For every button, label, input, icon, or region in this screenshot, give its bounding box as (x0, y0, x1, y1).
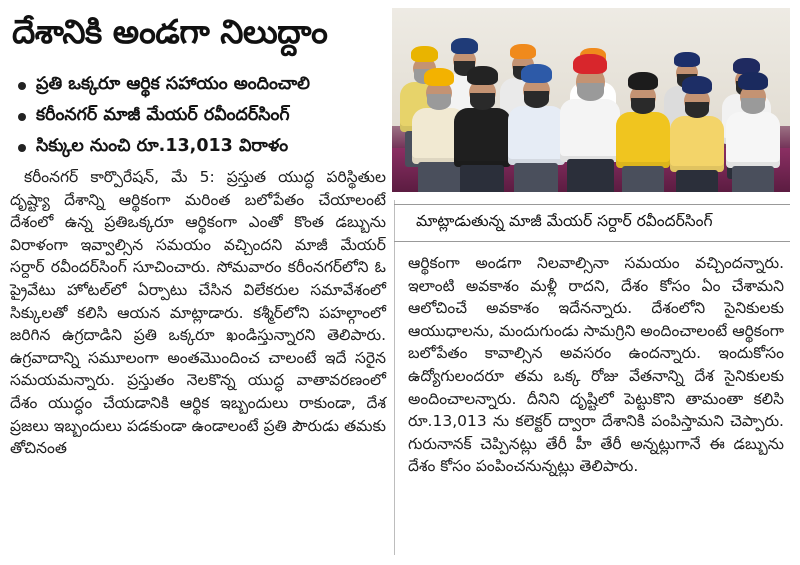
subhead-2 (18, 101, 386, 132)
subhead-text: సిక్కుల నుంచి రూ.13,013 విరాళం (36, 135, 289, 156)
photo-person (454, 66, 513, 192)
bullet-icon (18, 82, 26, 90)
subhead-1 (18, 70, 386, 101)
photo-person (508, 64, 567, 192)
photo-caption: మాట్లాడుతున్న మాజీ మేయర్ సర్దార్ రవీందర్‌సింగ్ (394, 204, 790, 242)
photo-person (616, 72, 672, 192)
photo-person (726, 72, 782, 192)
body-paragraph: ఆర్థికంగా అండగా నిలవాల్సినా సమయం వచ్చిందన్నారు. ఇలాంటి అవకాశం మళ్లీ రాదని, దేశం కోసం ఏం చేశామని ఆలోచించే అవకాశం ఇదేనన్నారు. దేశంలోని సైనికులకు ఆయుధాలను, మందుగుండు సామగ్రిని అందించాలంటే ఆర్థికంగా బలోపేతం కావాల్సిన అవసరం ఉందన్నారు. ఇందుకోసం ఉద్యోగులందరూ తమ ఒక్క రోజు వేతనాన్ని దేశ సైనికులకు అందించాలన్నారు. దీనిని దృష్టిలో పెట్టుకొని తామంతా కలిసి రూ.13,013 ను కలెక్టర్ ద్వారా దేశానికి పంపిస్తామని చెప్పారు. గురునానక్ చెప్పినట్లు తేరీ హీ తేరీ అన్నట్లుగానే ఈ డబ్బును దేశం కోసం పంపించనున్నట్లు తెలిపారు. (408, 254, 784, 476)
headline: దేశానికి అండగా నిలుద్దాం (12, 12, 328, 51)
photo-person (560, 54, 623, 192)
subhead-3 (18, 132, 386, 163)
subhead-text: ప్రతి ఒక్కరూ ఆర్థిక సహాయం అందించాలి (36, 73, 310, 94)
press-photo (392, 8, 790, 192)
body-column-right (408, 252, 784, 478)
photo-person (670, 76, 726, 192)
subhead-text: కరీంనగర్ మాజీ మేయర్ రవీందర్‌సింగ్ (36, 104, 290, 125)
column-divider (394, 200, 395, 555)
bullet-icon (18, 144, 26, 152)
body-column-left (10, 166, 386, 460)
body-paragraph: కరీంనగర్ కార్పొరేషన్, మే 5: ప్రస్తుత యుద్ధ పరిస్థితుల దృష్ట్యా దేశాన్ని ఆర్థికంగా మరింత బలోపేతం చేయాలంటే దేశంలో ఉన్న ప్రతిఒక్కరూ ఆర్థికంగా ఎంతో కొంత డబ్బును విరాళంగా ఇవ్వాల్సిన సమయం వచ్చిందని మాజీ మేయర్ సర్దార్ రవీందర్‌సింగ్ సూచించారు. సోమవారం కరీంనగర్‌లోని ఓ ప్రైవేటు హోటల్‌లో ఏర్పాటు చేసిన విలేకరుల సమావేశంలో సిక్కులతో కలిసి ఆయన మాట్లాడారు. కశ్మీర్‌లోని పహల్గాంలో జరిగిన ఉగ్రదాడిని ప్రతి ఒక్కరూ ఖండిస్తున్నారని తెలిపారు. ఉగ్రవాదాన్ని సమూలంగా అంతమొందించ చాలంటే ఇదే సరైన సమయమన్నారు. ప్రస్తుతం నెలకొన్న యుద్ధ వాతావరణంలో దేశం యుద్ధం చేయడానికి ఆర్థిక ఇబ్బందులు రాకుండా, దేశ ప్రజలు ఇబ్బందులు పడకుండా ఉండాలంటే ప్రతి పౌరుడు తమకు తోచినంత (10, 168, 386, 458)
subheads (18, 70, 386, 163)
bullet-icon (18, 113, 26, 121)
